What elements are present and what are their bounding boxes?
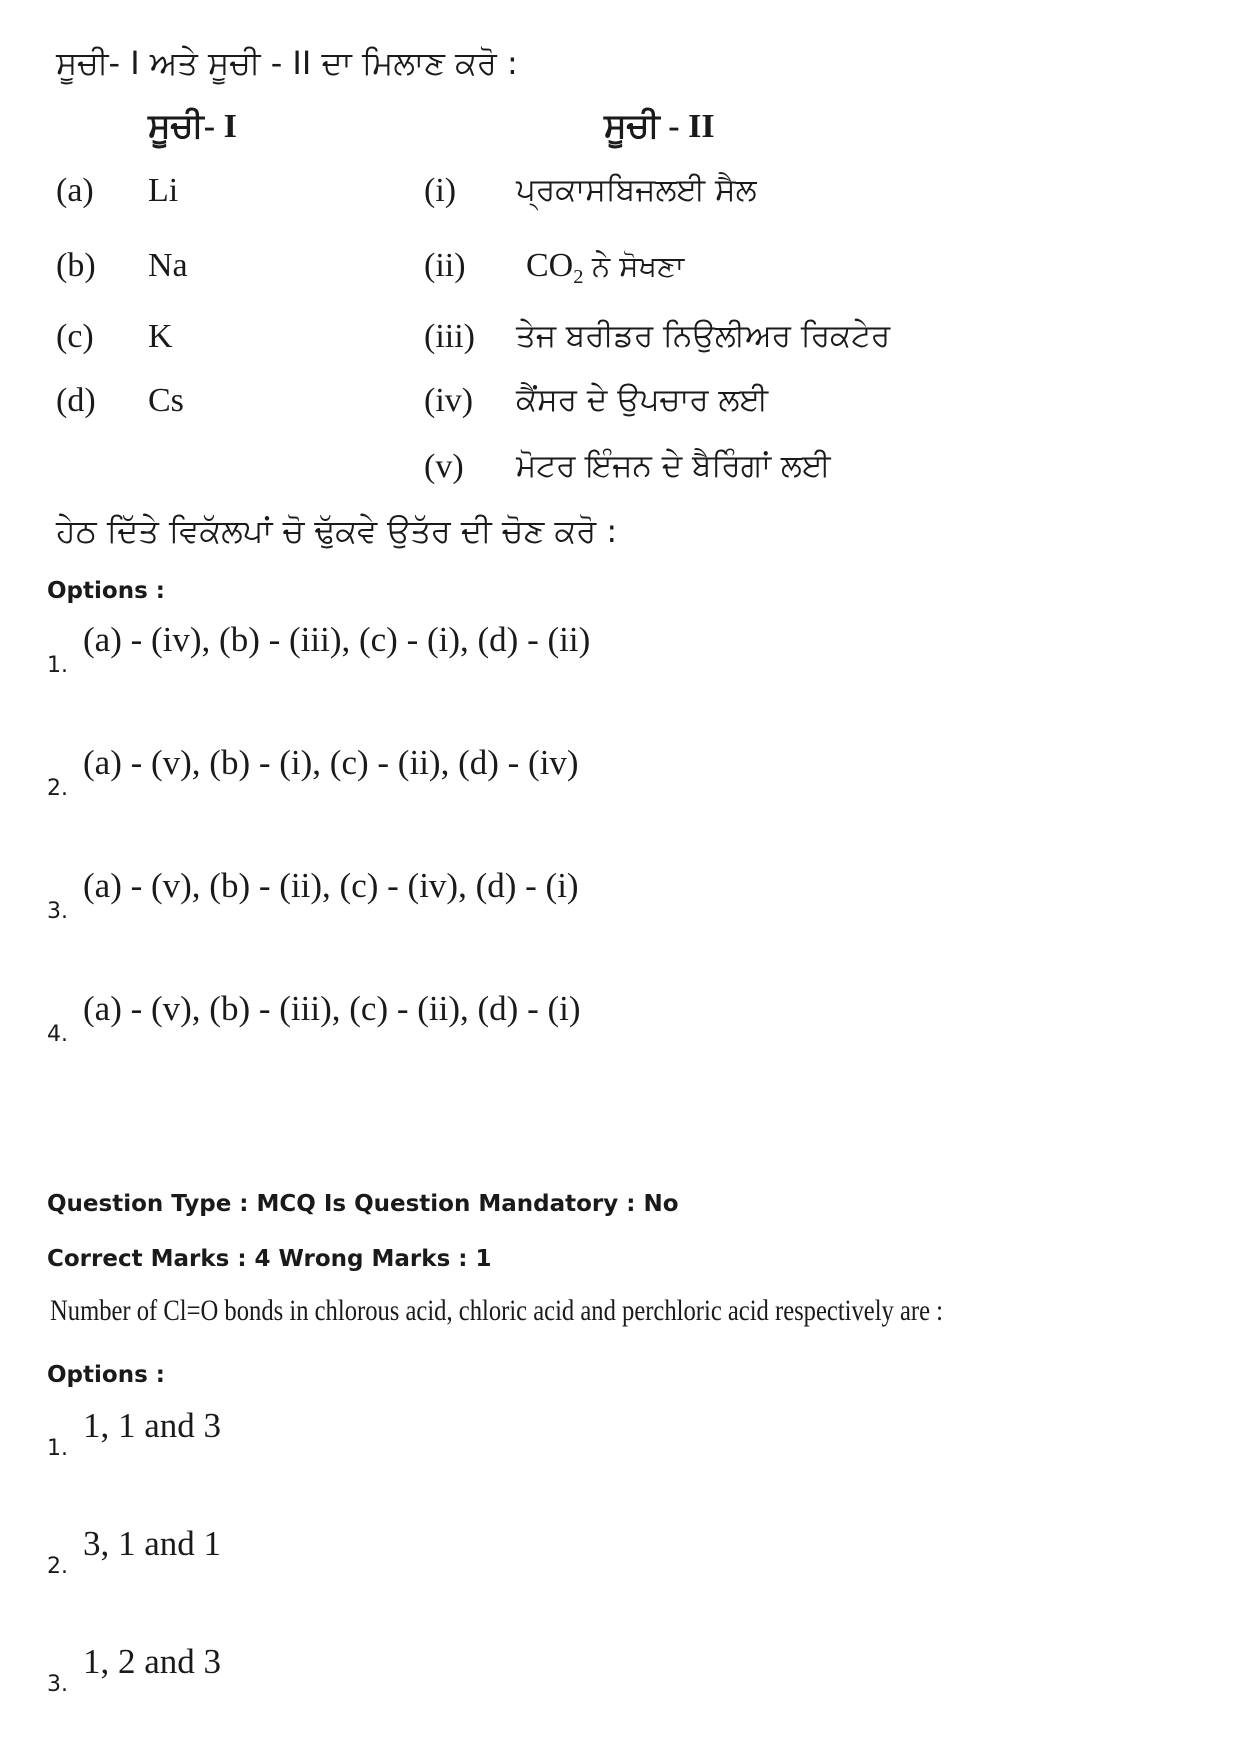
- list2-item: ਪ੍ਰਕਾਸਬਿਜਲਈ ਸੈਲ: [516, 172, 757, 208]
- list1-label: (c): [56, 318, 94, 355]
- list2-item: ਤੇਜ ਬਰੀਡਰ ਨਿਉਲੀਅਰ ਰਿਕਟੇਰ: [516, 318, 891, 354]
- option-number: 3.: [47, 899, 68, 924]
- q2-marks: Correct Marks : 4 Wrong Marks : 1: [47, 1246, 492, 1272]
- option-text: (a) - (iv), (b) - (iii), (c) - (i), (d) - (ii): [83, 620, 591, 659]
- option-text: 3, 1 and 1: [83, 1524, 222, 1563]
- option-number: 3.: [47, 1672, 68, 1697]
- option-text: (a) - (v), (b) - (i), (c) - (ii), (d) - (iv): [83, 743, 579, 782]
- list2-label: (iii): [424, 318, 475, 355]
- list2-label: (ii): [424, 247, 466, 284]
- list1-header: ਸੂਚੀ- I: [148, 108, 237, 145]
- q1-instruction: ਸੂਚੀ- I ਅਤੇ ਸੂਚੀ - II ਦਾ ਮਿਲਾਣ ਕਰੋ :: [56, 44, 518, 82]
- option-text: (a) - (v), (b) - (iii), (c) - (ii), (d) - (i): [83, 989, 581, 1028]
- option-number: 4.: [47, 1022, 68, 1047]
- co2-subscript: 2: [573, 266, 584, 289]
- list1-item: Na: [148, 247, 188, 284]
- option-number: 1.: [47, 1436, 68, 1461]
- list2-label: (v): [424, 448, 464, 485]
- list2-header: ਸੂਚੀ - II: [604, 108, 715, 145]
- list1-label: (a): [56, 172, 94, 209]
- list1-item: Li: [148, 172, 179, 209]
- co2-description: ਨੇ ਸੋਖਣਾ: [591, 249, 685, 283]
- co2-formula: CO: [526, 247, 574, 284]
- list1-label: (d): [56, 382, 96, 419]
- list2-item: ਕੈਂਸਰ ਦੇ ਉਪਚਾਰ ਲਈ: [516, 382, 769, 418]
- option-text: 1, 1 and 3: [83, 1406, 222, 1445]
- list2-label: (iv): [424, 382, 474, 419]
- q2-options-label: Options :: [47, 1362, 165, 1388]
- option-text: (a) - (v), (b) - (ii), (c) - (iv), (d) - (i): [83, 866, 579, 905]
- list2-item-co2: [526, 247, 685, 289]
- option-number: 2.: [47, 776, 68, 801]
- q2-question-text: Number of Cl=O bonds in chlorous acid, chloric acid and perchloric acid respectively are :: [50, 1294, 944, 1327]
- option-number: 2.: [47, 1554, 68, 1579]
- option-text: 1, 2 and 3: [83, 1642, 222, 1681]
- q1-options-label: Options :: [47, 578, 165, 604]
- list1-item: Cs: [148, 382, 184, 419]
- list1-label: (b): [56, 247, 96, 284]
- list2-label: (i): [424, 172, 457, 209]
- q1-choose-prompt: ਹੇਠ ਦਿੱਤੇ ਵਿਕੱਲਪਾਂ ਚੋ ਢੁੱਕਵੇ ਉਤੱਰ ਦੀ ਚੋਣ ਕਰੋ :: [56, 512, 618, 550]
- list1-item: K: [148, 318, 173, 355]
- list2-item: ਮੋਟਰ ਇੰਜਨ ਦੇ ਬੈਰਿੰਗਾਂ ਲਈ: [516, 448, 831, 484]
- option-number: 1.: [47, 653, 68, 678]
- q2-question-type: Question Type : MCQ Is Question Mandatory : No: [47, 1191, 679, 1217]
